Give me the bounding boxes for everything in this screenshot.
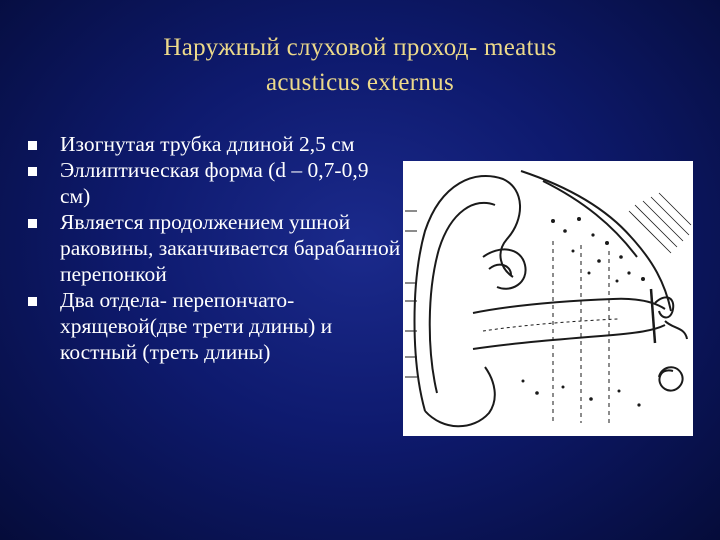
title-line-1: Наружный слуховой проход- meatus	[163, 34, 557, 61]
square-bullet-icon	[28, 219, 37, 228]
title-line-2: acusticus externus	[266, 69, 454, 96]
ear-anatomy-figure	[403, 161, 693, 436]
bullet-list	[24, 131, 404, 365]
square-bullet-icon	[28, 297, 37, 306]
ear-anatomy-drawing	[403, 161, 693, 436]
square-bullet-icon	[28, 141, 37, 150]
bullet-item	[24, 209, 404, 287]
bullet-item	[24, 287, 404, 365]
square-bullet-icon	[28, 167, 37, 176]
bullet-text: Изогнутая трубка длиной 2,5 см	[60, 132, 355, 156]
bullet-item	[24, 157, 404, 209]
bullet-text: Является продолжением ушной раковины, заканчивается барабанной перепонкой	[60, 210, 401, 286]
bullet-text: Два отдела- перепончато-хрящевой(две трети длины) и костный (треть длины)	[60, 288, 333, 364]
slide-title	[60, 30, 660, 100]
bullet-text: Эллиптическая форма (d – 0,7-0,9 см)	[60, 158, 369, 208]
bullet-item	[24, 131, 404, 157]
